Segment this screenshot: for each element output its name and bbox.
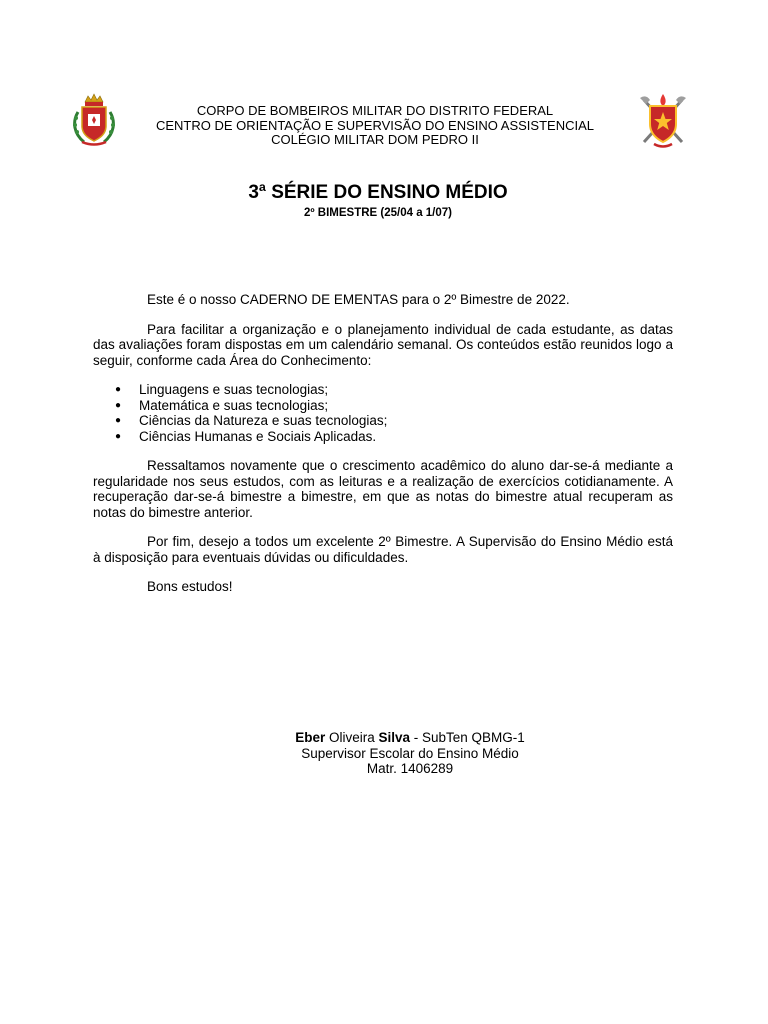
document-subtitle: 2º BIMESTRE (25/04 a 1/07) <box>303 207 452 219</box>
list-item: ● Ciências Humanas e Sociais Aplicadas. <box>115 428 377 444</box>
document-title: 3ª SÉRIE DO ENSINO MÉDIO <box>248 182 508 203</box>
document-body <box>93 292 673 609</box>
cbmdf-emblem-icon <box>636 92 690 150</box>
bullet-icon: ● <box>115 415 122 426</box>
institution-header <box>120 104 630 148</box>
header-line-2: CENTRO DE ORIENTAÇÃO E SUPERVISÃO DO ENSINO ASSISTENCIAL <box>155 117 594 133</box>
bullet-icon: ● <box>115 384 122 395</box>
signer-role: Supervisor Escolar do Ensino Médio <box>301 745 519 761</box>
signer-name: Eber Oliveira Silva - SubTen QBMG-1 <box>295 730 525 745</box>
paragraph-intro: Este é o nosso CADERNO DE EMENTAS para o 2º Bimestre de 2022. <box>147 292 570 307</box>
signature-block <box>0 730 768 777</box>
knowledge-areas-list <box>93 382 673 444</box>
bullet-icon: ● <box>115 399 122 411</box>
signer-registration: Matr. 1406289 <box>366 761 454 776</box>
list-item: ● Linguagens e suas tecnologias; <box>115 382 329 397</box>
list-item: ● Matemática e suas tecnologias; <box>115 397 329 413</box>
cmdpii-crest-icon <box>70 92 118 148</box>
paragraph-organization: Para facilitar a organização e o planejamento individual de cada estudante, as datas das avaliações foram dispostas em um calendário semanal. Os conteúdos estão reunidos logo a seguir, conforme cada Área do Conhecimento: <box>93 321 673 368</box>
header-line-1: CORPO DE BOMBEIROS MILITAR DO DISTRITO FEDERAL <box>196 103 554 118</box>
header-line-3: COLÉGIO MILITAR DOM PEDRO II <box>271 132 479 147</box>
paragraph-farewell: Bons estudos! <box>147 579 233 594</box>
list-item: ● Ciências da Natureza e suas tecnologias; <box>115 413 388 428</box>
bullet-icon: ● <box>115 430 122 442</box>
paragraph-closing: Por fim, desejo a todos um excelente 2º Bimestre. A Supervisão do Ensino Médio está à disposição para eventuais dúvidas ou dificuldades. <box>93 534 673 565</box>
paragraph-regularity: Ressaltamos novamente que o crescimento acadêmico do aluno dar-se-á mediante a regularidade nos seus estudos, com as leituras e a realização de exercícios cotidianamente. A recuperação dar-se-á bimestre a bimestre, em que as notas do bimestre atual recuperam as notas do bimestre anterior. <box>93 458 673 520</box>
